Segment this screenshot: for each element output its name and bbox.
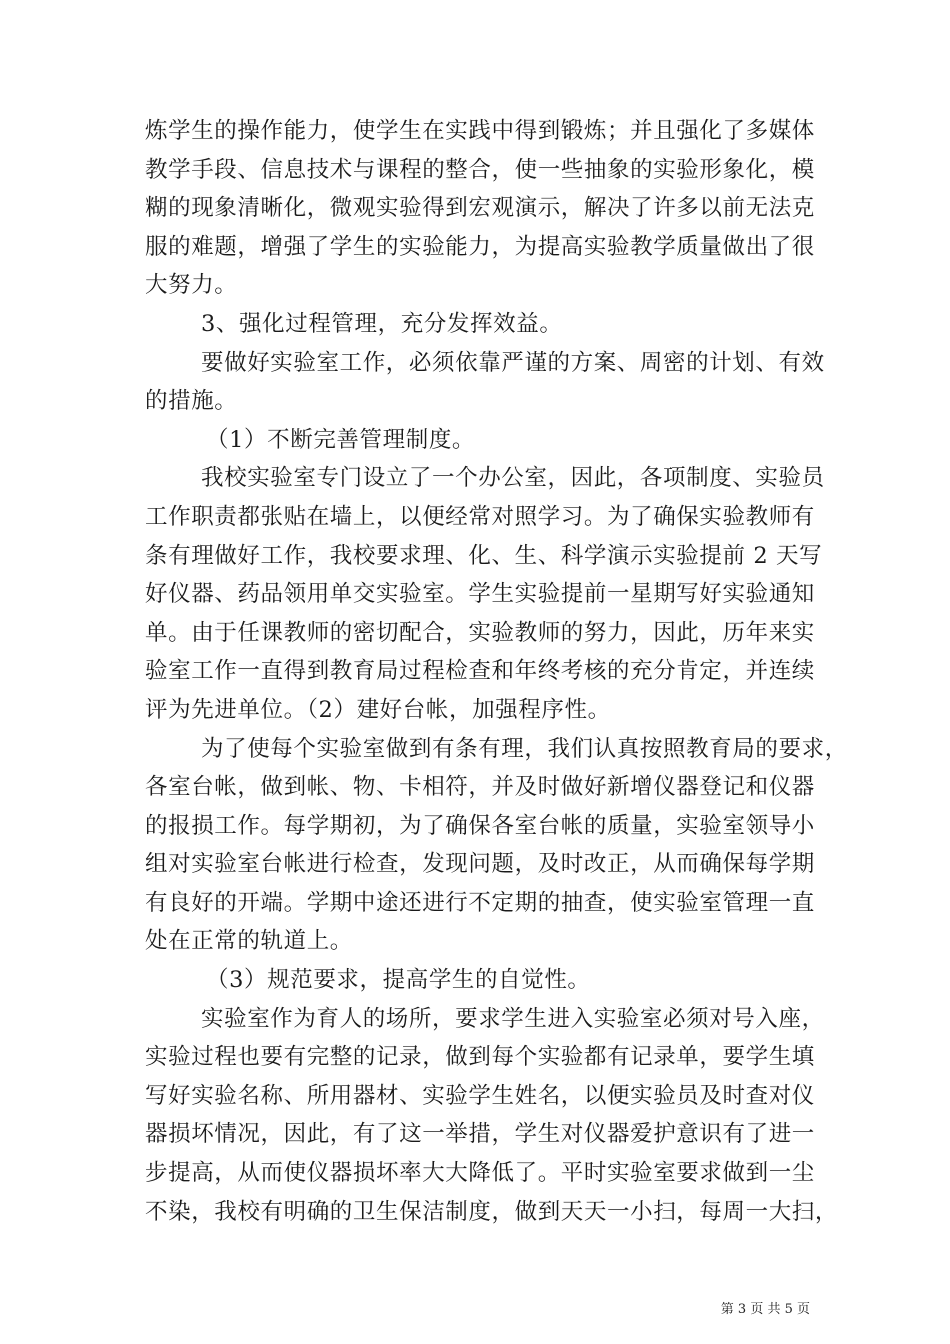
body-line: 实验过程也要有完整的记录，做到每个实验都有记录单，要学生填 (145, 1044, 815, 1071)
body-line: 评为先进单位。（2）建好台帐，加强程序性。 (145, 696, 611, 723)
body-line: 好仪器、药品领用单交实验室。学生实验提前一星期写好实验通知 (145, 581, 815, 608)
body-line: 单。由于任课教师的密切配合，实验教师的努力，因此，历年来实 (145, 619, 815, 646)
body-line: 教学手段、信息技术与课程的整合，使一些抽象的实验形象化，模 (145, 156, 815, 183)
body-line: 的报损工作。每学期初，为了确保各室台帐的质量，实验室领导小 (145, 812, 815, 839)
body-line: 炼学生的操作能力，使学生在实践中得到锻炼；并且强化了多媒体 (145, 118, 815, 144)
subsection-heading: （1）不断完善管理制度。 (206, 426, 476, 453)
body-line: 步提高，从而使仪器损坏率大大降低了。平时实验室要求做到一尘 (145, 1160, 815, 1187)
body-line: 条有理做好工作，我校要求理、化、生、科学演示实验提前 2 天写 (145, 542, 823, 569)
body-line: 处在正常的轨道上。 (145, 928, 353, 955)
paragraph-start: 我校实验室专门设立了一个办公室，因此，各项制度、实验员 (201, 465, 825, 492)
body-line: 各室台帐，做到帐、物、卡相符，并及时做好新增仪器登记和仪器 (145, 774, 815, 801)
body-line: 工作职责都张贴在墙上，以便经常对照学习。为了确保实验教师有 (145, 503, 815, 530)
subsection-heading: （3）规范要求，提高学生的自觉性。 (206, 967, 591, 994)
body-line: 服的难题，增强了学生的实验能力，为提高实验教学质量做出了很 (145, 233, 815, 260)
body-line: 写好实验名称、所用器材、实验学生姓名，以便实验员及时查对仪 (145, 1082, 815, 1109)
paragraph-start: 为了使每个实验室做到有条有理，我们认真按照教育局的要求， (201, 735, 848, 762)
section-heading: 3、强化过程管理，充分发挥效益。 (201, 310, 563, 337)
paragraph-start: 要做好实验室工作，必须依靠严谨的方案、周密的计划、有效 (201, 349, 825, 376)
document-body (145, 112, 848, 1231)
body-line: 不染，我校有明确的卫生保洁制度，做到天天一小扫，每周一大扫， (145, 1198, 839, 1225)
body-line: 组对实验室台帐进行检查，发现问题，及时改正，从而确保每学期 (145, 851, 815, 878)
body-line: 糊的现象清晰化，微观实验得到宏观演示，解决了许多以前无法克 (145, 195, 815, 222)
body-line: 验室工作一直得到教育局过程检查和年终考核的充分肯定，并连续 (145, 658, 815, 685)
body-line: 大努力。 (145, 272, 238, 299)
body-line: 器损坏情况，因此，有了这一举措，学生对仪器爱护意识有了进一 (145, 1121, 815, 1148)
body-line: 的措施。 (145, 388, 238, 415)
page-number-footer: 第 3 页 共 5 页 (720, 1302, 810, 1317)
paragraph-start: 实验室作为育人的场所，要求学生进入实验室必须对号入座， (201, 1005, 825, 1032)
body-line: 有良好的开端。学期中途还进行不定期的抽查，使实验室管理一直 (145, 889, 815, 916)
